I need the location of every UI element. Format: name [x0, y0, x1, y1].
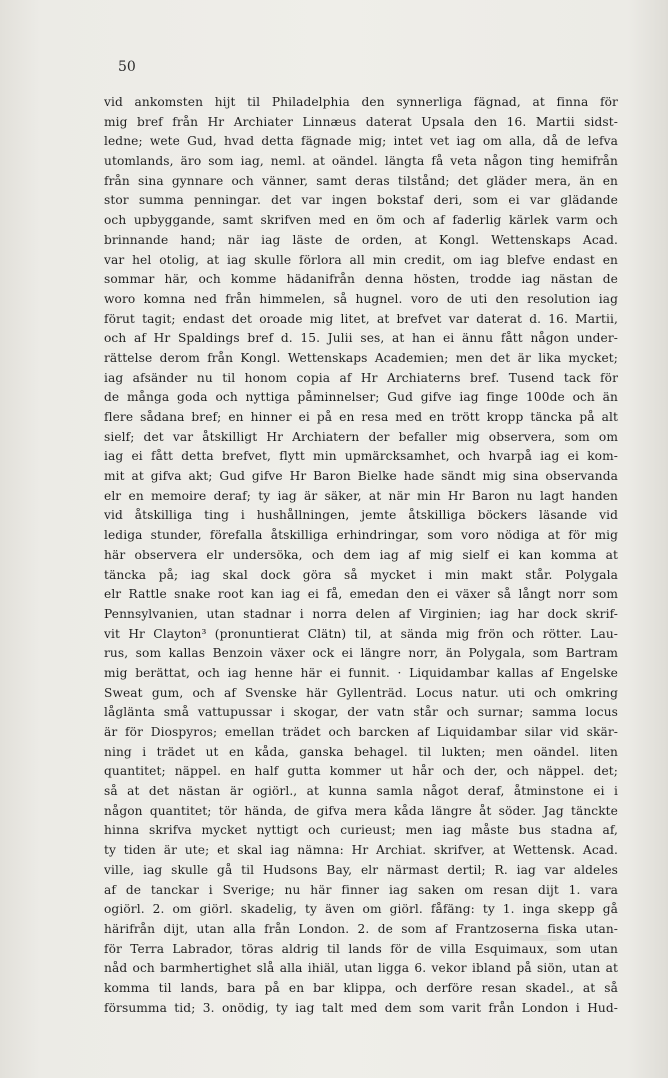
text-line: för Terra Labrador, töras aldrig til lands för de villa Esquimaux, som utan — [104, 941, 618, 956]
text-line: här observera elr undersöka, och dem iag af mig sielf ei kan komma at — [104, 547, 618, 562]
text-line: mig berättat, och iag henne här ei funnit. · Liquidambar kallas af Engelske — [104, 665, 618, 680]
text-line: woro komna ned från himmelen, så hugnel. voro de uti den resolution iag — [104, 291, 618, 306]
text-line: de många goda och nyttiga påminnelser; Gud gifve iag finge 100de och än — [104, 390, 618, 405]
text-line: Sweat gum, och af Svenske här Gyllenträd. Locus natur. uti och omkring — [104, 685, 618, 700]
text-line: lediga stunder, förefalla åtskilliga erhindringar, som voro nödiga at för mig — [104, 528, 618, 543]
text-line: ty tiden är ute; et skal iag nämna: Hr Archiat. skrifver, at Wettensk. Acad. — [104, 843, 618, 858]
text-line: nåd och barmhertighet slå alla ihiäl, utan ligga 6. vekor ibland på siön, utan at — [104, 961, 618, 976]
text-line: rus, som kallas Benzoin växer ock ei längre norr, än Polygala, som Bartram — [104, 646, 618, 661]
text-line: täncka på; iag skal dock göra så mycket i min makt står. Polygala — [104, 567, 618, 582]
text-line: quantitet; näppel. en half gutta kommer ut hår och der, och näppel. det; — [104, 764, 618, 779]
text-line: vid ankomsten hijt til Philadelphia den synnerliga fägnad, at finna för — [104, 95, 618, 109]
text-line: sielf; det var åtskilligt Hr Archiatern der befaller mig observera, som om — [104, 429, 618, 444]
text-line: Pennsylvanien, utan stadnar i norra delen af Virginien; iag har dock skrif- — [104, 606, 618, 621]
text-line: från sina gynnare och vänner, samt deras tilstånd; det gläder mera, än en — [104, 173, 618, 188]
text-line: låglänta små vattupussar i skogar, der vatn står och surnar; samma locus — [104, 705, 618, 720]
text-line: ville, iag skulle gå til Hudsons Bay, elr närmast dertil; R. iag var aldeles — [104, 862, 618, 877]
text-line: komma til lands, bara på en bar klippa, och derföre resan skadel., at så — [104, 980, 618, 995]
text-line: af de tanckar i Sverige; nu här finner iag saken om resan dijt 1. vara — [104, 882, 618, 897]
text-line: vit Hr Clayton³ (pronuntierat Clätn) til, at sända mig frön och rötter. Lau- — [104, 626, 618, 641]
text-line: utomlands, äro som iag, neml. at oändel. längta få veta någon ting hemifrån — [104, 154, 618, 169]
page-smudge — [520, 935, 560, 941]
text-line: hinna skrifva mycket nyttigt och curieust; men iag måste bus stadna af, — [104, 823, 618, 838]
text-line: iag afsänder nu til honom copia af Hr Archiaterns bref. Tusend tack för — [104, 370, 618, 385]
text-line: någon quantitet; tör hända, de gifva mera kåda längre åt söder. Jag tänckte — [104, 803, 618, 818]
text-line: sommar här, och komme hädanifrån denna hösten, trodde iag nästan de — [104, 272, 618, 287]
text-line: flere sådana bref; en hinner ei på en resa med en trött kropp täncka på alt — [104, 410, 618, 424]
text-line: elr en memoire deraf; ty iag är säker, at när min Hr Baron nu lagt handen — [104, 488, 618, 503]
body-text — [104, 93, 618, 1018]
text-line: mig bref från Hr Archiater Linnæus daterat Upsala den 16. Martii sidst- — [104, 114, 618, 129]
text-line: ogiörl. 2. om giörl. skadelig, ty även om giörl. fåfäng: ty 1. inga skepp gå — [104, 902, 618, 917]
page-number: 50 — [118, 59, 136, 75]
text-line: var hel otolig, at iag skulle förlora all min credit, om iag blefve endast en — [104, 252, 618, 267]
text-line: stor summa penningar. det var ingen bokstaf deri, som ei var glädande — [104, 193, 618, 208]
text-line: brinnande hand; när iag läste de orden, at Kongl. Wettenskaps Acad. — [104, 232, 618, 247]
text-line: och af Hr Spaldings bref d. 15. Julii ses, at han ei ännu fått någon under- — [104, 331, 618, 346]
text-line: härifrån dijt, utan alla från London. 2. de som af Frantzoserna fiska utan- — [104, 921, 618, 936]
text-line: förut tagit; endast det oroade mig litet, at brefvet var daterat d. 16. Martii, — [104, 311, 618, 326]
text-line: mit at gifva akt; Gud gifve Hr Baron Bielke hade sändt mig sina observanda — [104, 469, 618, 484]
text-line: vid åtskilliga ting i hushållningen, jemte åtskilliga böckers läsande vid — [104, 508, 618, 523]
text-line: är för Diospyros; emellan trädet och barcken af Liquidambar silar vid skär- — [104, 725, 618, 739]
text-line: rättelse derom från Kongl. Wettenskaps Academien; men det är lika mycket; — [104, 350, 618, 365]
text-line: och upbyggande, samt skrifven med en öm och af faderlig kärlek varm och — [104, 213, 618, 228]
text-line: så at det nästan är ogiörl., at kunna samla något deraf, åtminstone ei i — [104, 784, 618, 799]
text-line: iag ei fått detta brefvet, flytt min upmärcksamhet, och hvarpå iag ei kom- — [104, 449, 618, 464]
text-line: försumma tid; 3. onödig, ty iag talt med dem som varit från London i Hud- — [104, 1000, 618, 1015]
text-line: ning i trädet ut en kåda, ganska behagel. til lukten; men oändel. liten — [104, 744, 618, 759]
text-line: ledne; wete Gud, hvad detta fägnade mig; intet vet iag om alla, då de lefva — [104, 134, 618, 149]
text-line: elr Rattle snake root kan iag ei få, emedan den ei växer så långt norr som — [104, 587, 618, 602]
